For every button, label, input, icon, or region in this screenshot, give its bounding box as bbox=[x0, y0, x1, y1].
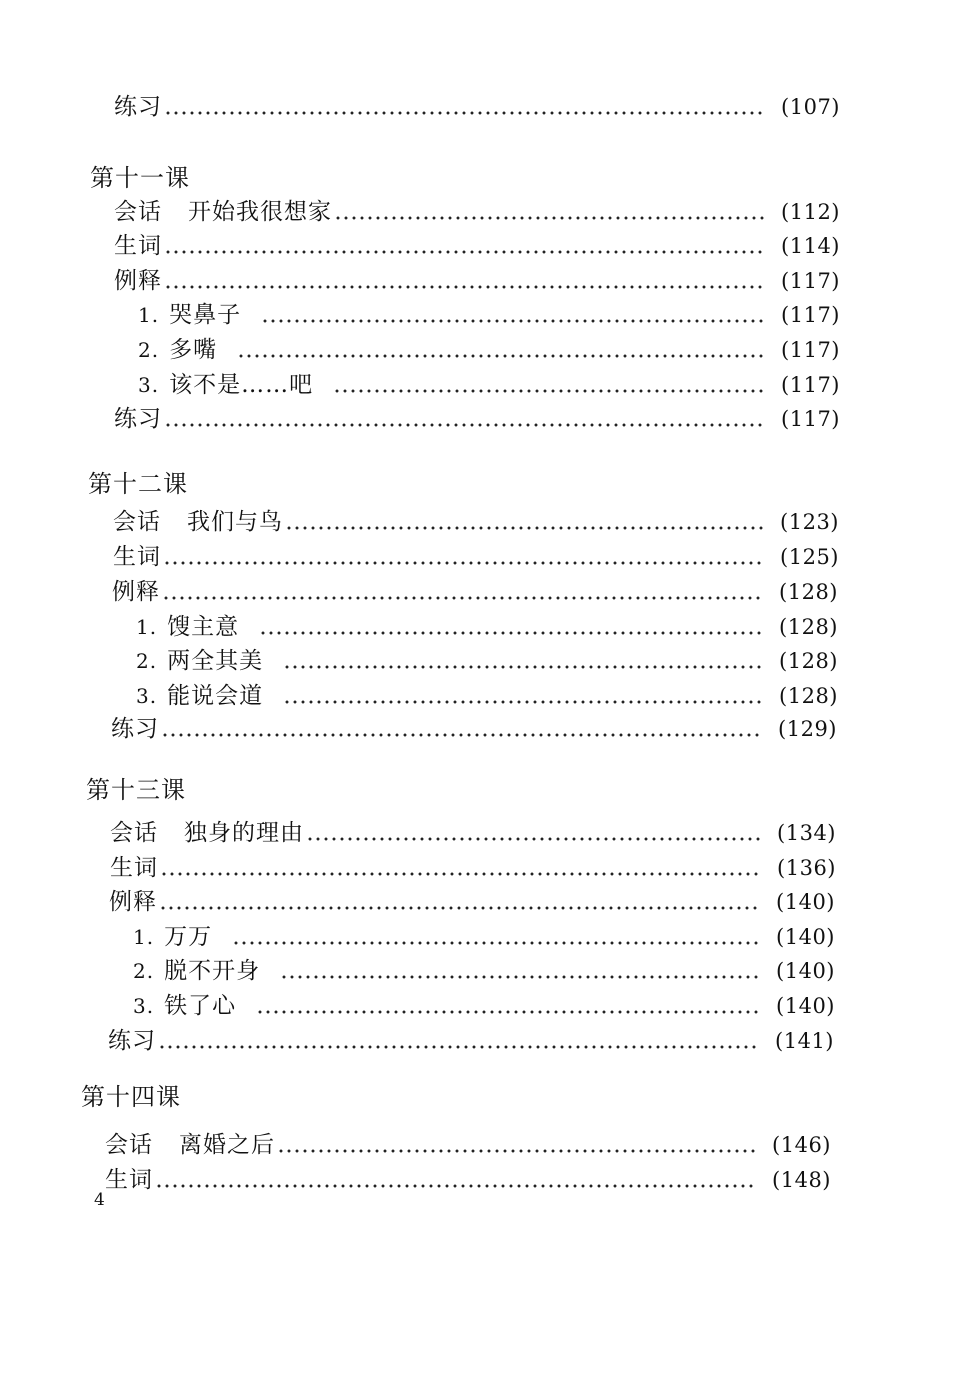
item-text: 馊主意 bbox=[167, 614, 240, 640]
toc-entry-exercise bbox=[114, 402, 840, 436]
page-number: (128) bbox=[779, 615, 838, 639]
entry-label bbox=[138, 333, 217, 367]
page-number: (117) bbox=[781, 269, 840, 293]
lesson-heading: 第十四课 bbox=[81, 1083, 181, 1111]
item-text: 哭鼻子 bbox=[169, 302, 242, 328]
entry-label: 生词 bbox=[105, 1167, 153, 1193]
entry-label: 练习 bbox=[111, 716, 159, 742]
toc-entry-conversation bbox=[113, 505, 839, 539]
entry-label bbox=[110, 816, 304, 850]
conversation-label: 会话 bbox=[105, 1132, 153, 1158]
toc-entry-exercise bbox=[108, 1024, 834, 1058]
toc-entry-example-item bbox=[133, 954, 835, 988]
item-text: 多嘴 bbox=[169, 337, 218, 363]
page-number: (148) bbox=[772, 1168, 831, 1192]
conversation-title: 独身的理由 bbox=[184, 820, 304, 846]
conversation-label: 会话 bbox=[113, 509, 161, 535]
entry-label bbox=[136, 644, 263, 678]
toc-entry-example-item bbox=[136, 644, 838, 678]
lesson-heading: 第十三课 bbox=[86, 776, 186, 804]
page-number: (117) bbox=[781, 338, 840, 362]
item-number: 1. bbox=[133, 925, 155, 949]
toc-entry-conversation bbox=[110, 816, 836, 850]
page-number: (128) bbox=[779, 684, 838, 708]
entry-label bbox=[105, 1128, 275, 1162]
page-number: (123) bbox=[780, 510, 839, 534]
entry-label bbox=[113, 505, 283, 539]
dot-leader bbox=[334, 195, 764, 229]
page-folio: 4 bbox=[94, 1190, 105, 1210]
dot-leader bbox=[283, 679, 762, 713]
conversation-title: 离婚之后 bbox=[179, 1132, 275, 1158]
page-number: (146) bbox=[772, 1133, 831, 1157]
item-text: 铁了心 bbox=[164, 993, 237, 1019]
dot-leader bbox=[280, 954, 759, 988]
conversation-label: 会话 bbox=[114, 199, 162, 225]
page-number: (140) bbox=[776, 959, 835, 983]
entry-label: 例释 bbox=[109, 889, 157, 915]
entry-label bbox=[114, 195, 332, 229]
page-number: (140) bbox=[776, 925, 835, 949]
conversation-title: 我们与鸟 bbox=[187, 509, 283, 535]
entry-label: 生词 bbox=[113, 544, 161, 570]
dot-leader bbox=[164, 402, 764, 436]
entry-label: 练习 bbox=[114, 94, 162, 120]
page-number: (117) bbox=[781, 407, 840, 431]
dot-leader bbox=[164, 264, 764, 298]
page-number: (128) bbox=[779, 649, 838, 673]
toc-entry-vocab bbox=[113, 540, 839, 574]
toc-entry-vocab bbox=[114, 229, 840, 263]
dot-leader bbox=[256, 989, 759, 1023]
page-number: (140) bbox=[776, 890, 835, 914]
toc-entry-example-item bbox=[133, 989, 835, 1023]
dot-leader bbox=[159, 885, 759, 919]
conversation-label: 会话 bbox=[110, 820, 158, 846]
lesson-heading: 第十二课 bbox=[88, 470, 188, 498]
toc-entry-example-item bbox=[138, 333, 840, 367]
dot-leader bbox=[259, 610, 762, 644]
entry-label bbox=[138, 368, 313, 402]
conversation-title: 开始我很想家 bbox=[188, 199, 332, 225]
page-number: (141) bbox=[775, 1029, 834, 1053]
toc-entry-example-item bbox=[136, 610, 838, 644]
dot-leader bbox=[162, 575, 762, 609]
page-number: (136) bbox=[777, 856, 836, 880]
toc-entry-exercise bbox=[111, 712, 837, 746]
item-number: 2. bbox=[138, 338, 160, 362]
entry-label bbox=[136, 610, 239, 644]
dot-leader bbox=[237, 333, 764, 367]
item-text: 该不是……吧 bbox=[169, 372, 314, 398]
page-number: (125) bbox=[780, 545, 839, 569]
page-number: (107) bbox=[781, 95, 840, 119]
toc-entry-exercise bbox=[114, 90, 840, 124]
toc-entry-example-item bbox=[138, 298, 840, 332]
entry-label: 生词 bbox=[110, 855, 158, 881]
item-text: 万万 bbox=[164, 924, 213, 950]
item-number: 2. bbox=[136, 649, 158, 673]
item-text: 脱不开身 bbox=[164, 958, 261, 984]
dot-leader bbox=[164, 90, 764, 124]
entry-label bbox=[133, 989, 236, 1023]
toc-entry-example-item bbox=[133, 920, 835, 954]
page-number: (128) bbox=[779, 580, 838, 604]
toc-entry-examples bbox=[109, 885, 835, 919]
entry-label bbox=[138, 298, 241, 332]
dot-leader bbox=[158, 1024, 758, 1058]
page-number: (117) bbox=[781, 303, 840, 327]
page-number: (114) bbox=[781, 234, 840, 258]
page-number: (129) bbox=[778, 717, 837, 741]
dot-leader bbox=[161, 712, 761, 746]
toc-entry-vocab bbox=[105, 1163, 831, 1197]
toc-entry-examples bbox=[114, 264, 840, 298]
dot-leader bbox=[155, 1163, 755, 1197]
dot-leader bbox=[163, 540, 763, 574]
toc-entry-example-item bbox=[136, 679, 838, 713]
dot-leader bbox=[160, 851, 760, 885]
entry-label: 练习 bbox=[114, 406, 162, 432]
item-number: 1. bbox=[136, 615, 158, 639]
dot-leader bbox=[164, 229, 764, 263]
item-number: 3. bbox=[136, 684, 158, 708]
item-number: 3. bbox=[138, 373, 160, 397]
dot-leader bbox=[232, 920, 759, 954]
dot-leader bbox=[333, 368, 764, 402]
item-number: 3. bbox=[133, 994, 155, 1018]
item-text: 两全其美 bbox=[167, 648, 264, 674]
page-number: (112) bbox=[781, 200, 840, 224]
page-number: (140) bbox=[776, 994, 835, 1018]
toc-entry-conversation bbox=[105, 1128, 831, 1162]
dot-leader bbox=[306, 816, 760, 850]
entry-label bbox=[136, 679, 263, 713]
entry-label bbox=[133, 954, 260, 988]
entry-label: 例释 bbox=[112, 579, 160, 605]
entry-label: 练习 bbox=[108, 1028, 156, 1054]
lesson-heading: 第十一课 bbox=[90, 164, 190, 192]
dot-leader bbox=[261, 298, 764, 332]
toc-entry-examples bbox=[112, 575, 838, 609]
item-text: 能说会道 bbox=[167, 683, 264, 709]
page-number: (134) bbox=[777, 821, 836, 845]
dot-leader bbox=[285, 505, 763, 539]
toc-entry-example-item bbox=[138, 368, 840, 402]
toc-entry-vocab bbox=[110, 851, 836, 885]
entry-label: 生词 bbox=[114, 233, 162, 259]
dot-leader bbox=[277, 1128, 755, 1162]
page-number: (117) bbox=[781, 373, 840, 397]
item-number: 2. bbox=[133, 959, 155, 983]
item-number: 1. bbox=[138, 303, 160, 327]
entry-label bbox=[133, 920, 212, 954]
toc-entry-conversation bbox=[114, 195, 840, 229]
dot-leader bbox=[283, 644, 762, 678]
entry-label: 例释 bbox=[114, 268, 162, 294]
